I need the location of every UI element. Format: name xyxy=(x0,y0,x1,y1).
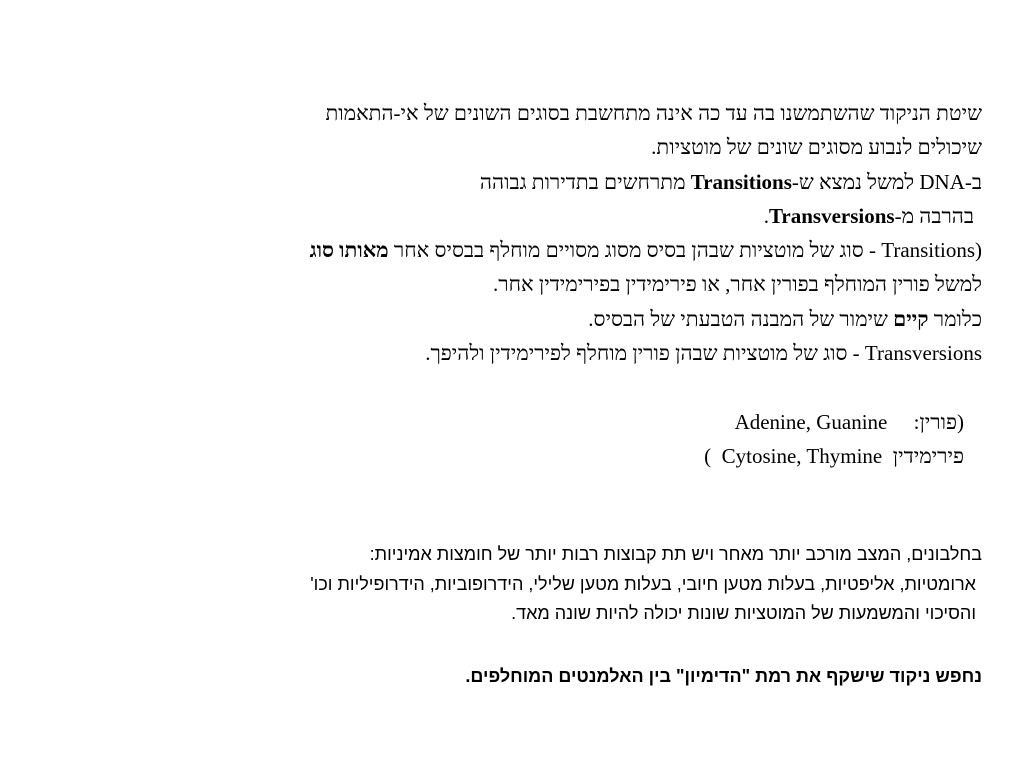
transversions-def-text: - סוג של מוטציות שבהן פורין מוחלף לפירימידין ולהיפך. xyxy=(425,341,865,366)
example-prefix: ב- xyxy=(964,169,982,194)
spacer xyxy=(42,370,982,404)
transitions-def-line-3-start: כלומר xyxy=(928,306,982,331)
dna-term: DNA xyxy=(919,169,965,194)
transitions-def-bold-tail: מאותו סוג xyxy=(309,238,389,263)
pyrimidine-line xyxy=(42,439,982,473)
transitions-def-line-3 xyxy=(42,302,982,336)
spacer xyxy=(42,629,982,662)
intro-line-2: שיכולים לנבוע מסוגים שונים של מוטציות. xyxy=(651,135,982,160)
example-line-2 xyxy=(42,199,982,233)
purine-line xyxy=(42,405,982,439)
example-line-2-end: . xyxy=(763,203,769,228)
transitions-def-term: Transitions xyxy=(881,238,975,263)
transitions-def-line-3-end: שימור של המבנה הטבעתי של הבסיס. xyxy=(588,306,894,331)
transversions-def-term: Transversions xyxy=(864,341,982,366)
purine-list: Adenine, Guanine xyxy=(734,409,888,434)
transitions-def-paren: ( xyxy=(975,238,982,263)
transitions-def-line-2: למשל פורין המוחלף בפורין אחר, או פירימידין בפירימידין אחר. xyxy=(493,272,982,297)
example-line-1 xyxy=(42,165,982,199)
conclusion-text: נחפש ניקוד שישקף את רמת "הדימיון" בין האלמנטים המוחלפים. xyxy=(465,665,982,686)
transitions-def-line-3-bold: קיים xyxy=(893,306,929,331)
close-paren: ) xyxy=(704,443,712,468)
purine-label: (פורין: xyxy=(913,409,964,434)
proteins-line-1: בחלבונים, המצב מורכב יותר מאחר ויש תת קבוצות רבות יותר של חומצות אמיניות: xyxy=(369,544,982,564)
mutation-text-block xyxy=(42,96,982,473)
proteins-line-2: ארומטיות, אליפטיות, בעלות מטען חיובי, בעלות מטען שלילי, הידרופוביות, הידרופיליות וכו' xyxy=(310,573,976,594)
transitions-def-line-1 xyxy=(42,233,982,267)
protein-text-block xyxy=(42,540,982,691)
intro-line-1: שיטת הניקוד שהשתמשנו בה עד כה אינה מתחשבת בסוגים השונים של אי-התאמות xyxy=(325,101,982,125)
transversions-bold-term: Transversions xyxy=(768,203,895,228)
transitions-def-text: - סוג של מוטציות שבהן בסיס מסוג מסויים מוחלף בבסיס אחר xyxy=(388,238,882,263)
pyrimidine-list: Cytosine, Thymine xyxy=(721,443,883,468)
example-text-2: מתרחשים בתדירות גבוהה xyxy=(479,169,691,194)
pyrimidine-label: פירימידין xyxy=(892,443,964,468)
example-line-2-text: בהרבה מ- xyxy=(894,203,974,228)
transitions-bold-term: Transitions xyxy=(690,169,792,194)
proteins-line-3: והסיכוי והמשמעות של המוטציות שונות יכולה להיות שונה מאד. xyxy=(511,603,976,623)
transversions-def-line xyxy=(42,336,982,370)
conclusion-line xyxy=(42,662,982,692)
example-text-1: למשל נמצא ש- xyxy=(791,169,920,194)
